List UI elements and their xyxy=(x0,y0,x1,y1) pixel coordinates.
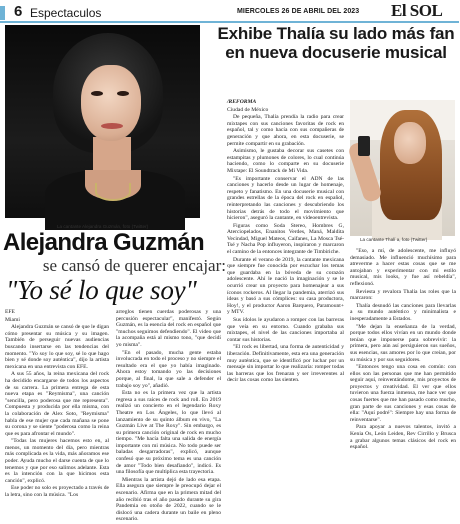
thalia-paragraph: Thalía desnudó las canciones para llevarlas a su mundo auténtico y minimalista e inesperadamente a Estados. xyxy=(350,302,456,322)
guzman-photo-caption: La cantante Alejandra Guzmán, foto (Twitter) xyxy=(57,224,149,229)
guzman-dateline: Miami xyxy=(5,316,20,323)
thalia-paragraph: "El rock es libertad, una forma de autenticidad y liberación. Definitivamente, esta era una generación muy auténtica, que se identificó por luchar por un mensaje sin importar lo que realizaría: romper todas las barreras que los frenaran y ser irreverentes al decir las cosas como las sienten. xyxy=(227,344,344,384)
guzman-paragraph: A sus 55 años, la reina mexicana del rock ha decidido encargarse de todos los aspectos de su carrera. La primera entrega de esta nueva etapa es "Reymisma", una canción "sencilla, pero poderosa que me representa". Compuesta y producida por ella misma, con la colaboración de Alex Soto, "Reymisma" habla de ese mujer que cada mañana se pone su corona y se siente "poderosa como la reina que es para afrontar el mundo". xyxy=(5,371,109,437)
newspaper-logo: El SOL xyxy=(391,1,443,20)
thalia-photo xyxy=(350,100,455,236)
thalia-paragraph: "Es importante conservar el ADN de las canciones y hacerlo desde un lugar de homenaje, respeto y fanatismo. En una docuserie musical con grandes estrellas de la época del rock en español, reinterpretando las canciones y descubriendo los historias detrás de todo el movimiento que hicieron", aseguró la cantante, en videoentrevista. xyxy=(227,175,344,222)
accent-marker xyxy=(0,6,5,20)
guzman-paragraph: "En el pasado, mucha gente estaba involucrada en todo el proceso y no siempre el resultado era el que yo había imaginado. Ahora estoy tomando yo las decisiones porque, al final, la que sale a defender el trabajo soy yo", añadió. xyxy=(116,349,221,389)
guzman-quote-headline: "Yo sé lo que soy" xyxy=(6,275,197,305)
guzman-paragraph: Alejandra Guzmán se cansó de que le digan cómo presentar su música y su imagen. También de perseguir nuevas audiencias buscando insertarse en las tendencias del momento. "Yo soy lo que soy, sé lo que hago bien y sé donde soy auténtica", dijo la artista mexicana en una entrevista con EFE. xyxy=(5,324,110,370)
masthead-bar xyxy=(0,0,459,22)
guzman-paragraph: Esta no es la primera vez que la artista regresa a sus raíces de rock and roll. En 2019 realizó un concierto en el legendario Roxy Theatre en Los Ángeles, lo que llevó al lanzamiento de su quinto álbum en vivo, "La Guzmán Live at The Roxy". Sin embargo, es su primera canción original de rock en mucho tiempo. "Me hacía falta una salida de energía importante con mi música. No todo puede ser baladas desgarradoras", explicó, aunque confesó que su próximo tema es una canción de amor "Todo bien desafiando", indicó. Es una filosofía que multiplica esta trayectoria. xyxy=(116,390,221,476)
issue-date: MIERCOLES 26 DE ABRIL DEL 2023 xyxy=(237,8,360,15)
guzman-subheadline: se cansó de querer encajar: xyxy=(42,256,226,275)
guzman-paragraph: Mientras la artista dejó de lado esa etapa. Ella asegura que siempre le preocupó dejar el escenario. Afirma que en la primera mitad del año recibió tras el año pasado durante su gira Pandemia en otoño de 2022, cuando se le dislocó una cadera durante un baile en pleno escenario. xyxy=(116,476,221,523)
header-rule xyxy=(0,21,459,23)
thalia-byline: /REFORMA xyxy=(227,99,257,105)
thalia-article-column-2 xyxy=(350,248,456,452)
thalia-paragraph: "Me dejan la enseñanza de la verdad, porque todos ellos vivían en un mundo donde tenían que imponerse para sobrevivir: la primera, pero aún así persiguieron sus sueños, sus esencias, sus amores por lo que creían, por su música y por sus seguidores. xyxy=(350,323,456,363)
section-name: Espectaculos xyxy=(30,6,102,20)
guzman-article-column-1 xyxy=(5,309,109,500)
thalia-paragraph: Sus ídolos le ayudaron a romper con las barreras que veía en su entorno. Cuando grababa sus mixtapes, el nivel de las canciones importaba al contar sus historias. xyxy=(227,317,344,343)
thalia-photo-caption: La cantante Thalí a, foto (Twitter) xyxy=(360,237,428,242)
thalia-dateline: Ciudad de México xyxy=(227,106,269,113)
thalia-headline: Exhibe Thalía su lado más fan en nueva docuserie musical xyxy=(217,24,455,62)
thalia-paragraph: Para apoyar a nuevos talentos, invitó a Kenia Os, León Leiden, Rev Cirrillo y Brusca a grabar algunos temas clásicos del rock en español. xyxy=(350,424,456,451)
guzman-article-column-2 xyxy=(116,309,221,524)
thalia-paragraph: "Entonces tengo una cosa en común: con ellos son las personas que me han permitido seguir aquí, reinventándome, mis proyectos de proyectos y creatividad. El ver que ellos tuvieron una fuerza inmensa, me hace ver que cosas fuertes que me han pasado como mucho, gran parte de sus canciones y esas cosas de ella: "Aquí podré": Siempre hay una forma de reinventarse". xyxy=(350,364,456,423)
thalia-paragraph: "Eso, a mí, de adolescente, me influyó demasiado. Me influenció muchísimo para atreverme a hacer estas cosas que se me antojaban y experimentar con mi estilo musical, mis looks, y fue así rebeldía", reflexionó. xyxy=(350,248,456,287)
thalia-paragraph: Reviesta y revalora Thalía las roles que la marcaron: xyxy=(350,288,456,302)
phone-icon xyxy=(358,136,370,156)
guzman-paragraph: arreglos tienen cuerdas poderosas y una percusión espectacular", manifestó. Según Guzmán, es la esencia del rock en español que "muchos seguimos defendiendo". El video que la acompaña está al mismo tono, "que decidí yo misma". xyxy=(116,309,221,348)
guzman-headline-name: Alejandra Guzmán xyxy=(3,229,205,256)
page-number: 6 xyxy=(14,3,23,20)
thalia-paragraph: Durante el verano de 2019, la cantante mexicana que siempre fue conocida por escuchar los temas que guardaba en la bóveda de su corazón adolescente. Ahí le nació la imaginación y se le ocurrió crear un proyecto para homenajear a sus íconos rockeros. Al llegar la pandemia, aterrizó sus ideas y basó a sus cómplices: su casa productora, Hoy!, y el productor Aaron Barquero, Paramount+ y MTV. xyxy=(227,256,344,316)
thalia-paragraph: De pequeña, Thalía prendía la radio para crear mixtapes con sus canciones favoritas de rock en español, tal y como hacía con sus compañeras de generación y que ahora, en esta docuserie, se permite compartir en su grabación. xyxy=(227,114,344,147)
guzman-paragraph: "Todas las mujeres hacemos esto en, al menos, un momento del día, pero mientras más complicada es la vida, más añoramos ese poder. Ayuda mucho el darse cuenta de que lo tenemos y que por eso salimos adelante. Esta es la intención con la que hicimos esta canción", explicó. xyxy=(5,438,109,484)
guzman-paragraph: Ese poder no solo es proyectado a través de la letra, sino con la música. "Los xyxy=(5,485,109,499)
thalia-article-column xyxy=(227,99,344,385)
guzman-photo xyxy=(5,25,200,218)
guzman-byline: EFE xyxy=(5,309,15,315)
thalia-paragraph: Figuras como Soda Stereo, Hombres G, Aterciopelados, Enanitos Verdes, Maná, Maldita Vecindad, Miguel Mateos, Caifanes, La Mosca Tsé-Tsé y Nacha Pop influyeron, inspiraron y marcaron el camino de la entonces integrante de Timbiriche. xyxy=(227,222,344,256)
thalia-paragraph: Asimismo, le gustaba decorar sus casetes con estampitas y plumones de colores, lo cual continúa haciendo, como lo comparte en su docuserie Mixtape: El Soundtrack de Mi Vida. xyxy=(227,148,344,174)
